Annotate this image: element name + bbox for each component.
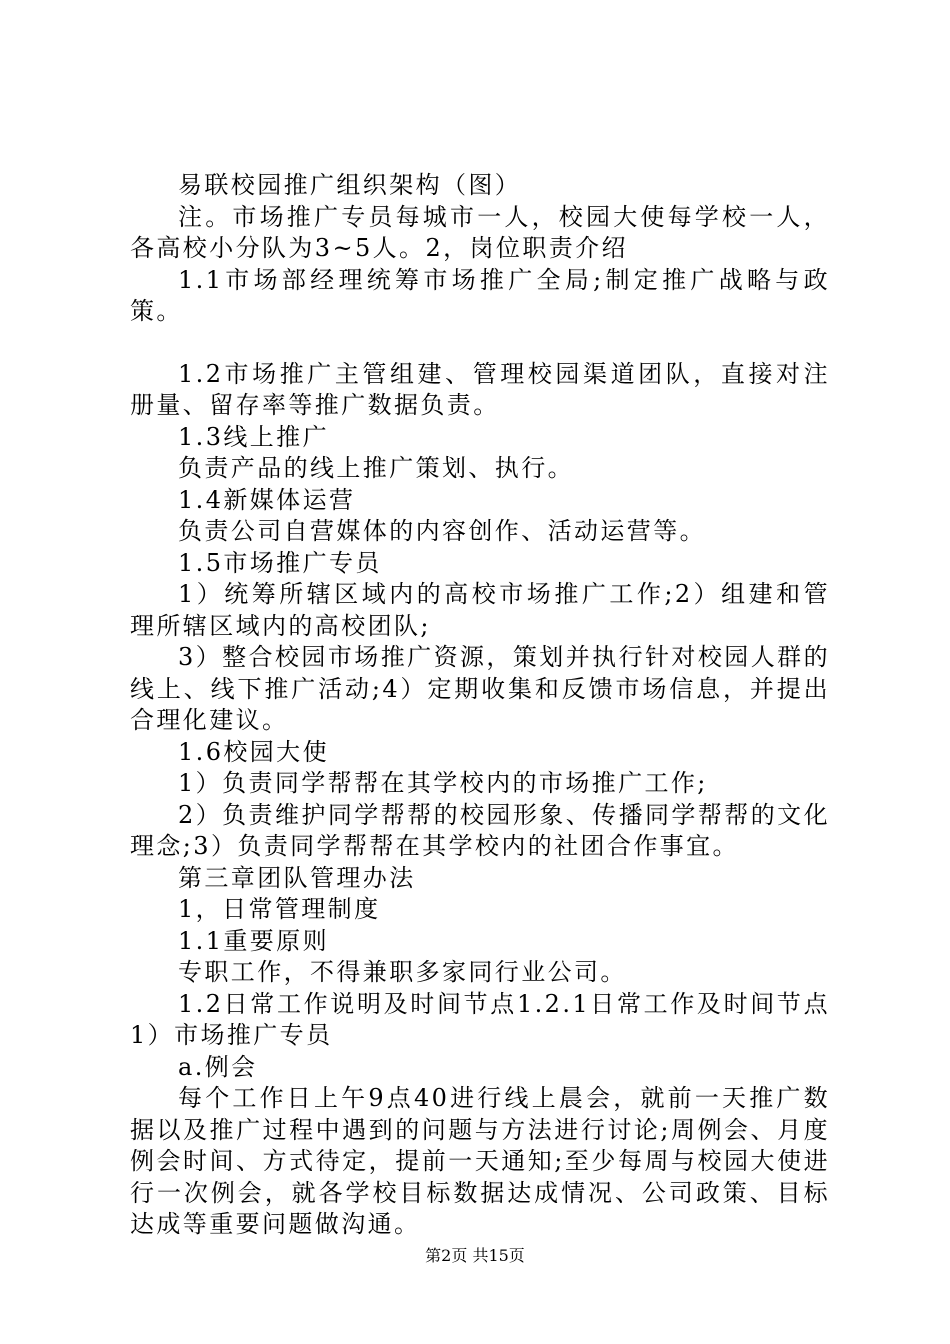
- paragraph: 注。市场推广专员每城市一人，校园大使每学校一人，各高校小分队为3~5人。2，岗位职责介绍: [130, 202, 830, 262]
- page-footer: 第2页 共15页: [425, 1246, 525, 1265]
- paragraph: 负责产品的线上推广策划、执行。: [178, 454, 574, 482]
- paragraph: 1.1重要原则: [178, 926, 329, 955]
- paragraph: 负责公司自营媒体的内容创作、活动运营等。: [178, 517, 706, 545]
- paragraph: 专职工作，不得兼职多家同行业公司。: [178, 958, 627, 986]
- paragraph: 1）统筹所辖区域内的高校市场推广工作;2）组建和管理所辖区域内的高校团队;: [130, 580, 830, 640]
- paragraph: 每个工作日上午9点40进行线上晨会，就前一天推广数据以及推广过程中遇到的问题与方法进行讨论;周例会、月度例会时间、方式待定，提前一天通知;至少每周与校园大使进行一次例会，就各学校目标数据达成情况、公司政策、目标达成等重要问题做沟通。: [130, 1084, 830, 1238]
- paragraph-spacer: [130, 328, 830, 359]
- paragraph: 1.2日常工作说明及时间节点1.2.1日常工作及时间节点1）市场推广专员: [130, 989, 830, 1049]
- paragraph: a.例会: [178, 1052, 258, 1081]
- paragraph: 3）整合校园市场推广资源，策划并执行针对校园人群的线上、线下推广活动;4）定期收集和反馈市场信息，并提出合理化建议。: [130, 643, 830, 734]
- paragraph: 1）负责同学帮帮在其学校内的市场推广工作;: [178, 769, 708, 797]
- paragraph: 1.6校园大使: [178, 737, 329, 766]
- paragraph: 1.5市场推广专员: [178, 548, 382, 577]
- paragraph: 1.2市场推广主管组建、管理校园渠道团队，直接对注册量、留存率等推广数据负责。: [130, 359, 830, 419]
- paragraph: 第三章团队管理办法: [178, 863, 416, 892]
- paragraph: 易联校园推广组织架构（图）: [178, 171, 522, 199]
- paragraph: 2）负责维护同学帮帮的校园形象、传播同学帮帮的文化理念;3）负责同学帮帮在其学校内的社团合作事宜。: [130, 800, 830, 860]
- paragraph: 1，日常管理制度: [178, 895, 381, 923]
- document-body: [130, 170, 830, 1241]
- paragraph: 1.3线上推广: [178, 422, 329, 451]
- paragraph: 1.1市场部经理统筹市场推广全局;制定推广战略与政策。: [130, 265, 830, 325]
- paragraph: 1.4新媒体运营: [178, 485, 356, 514]
